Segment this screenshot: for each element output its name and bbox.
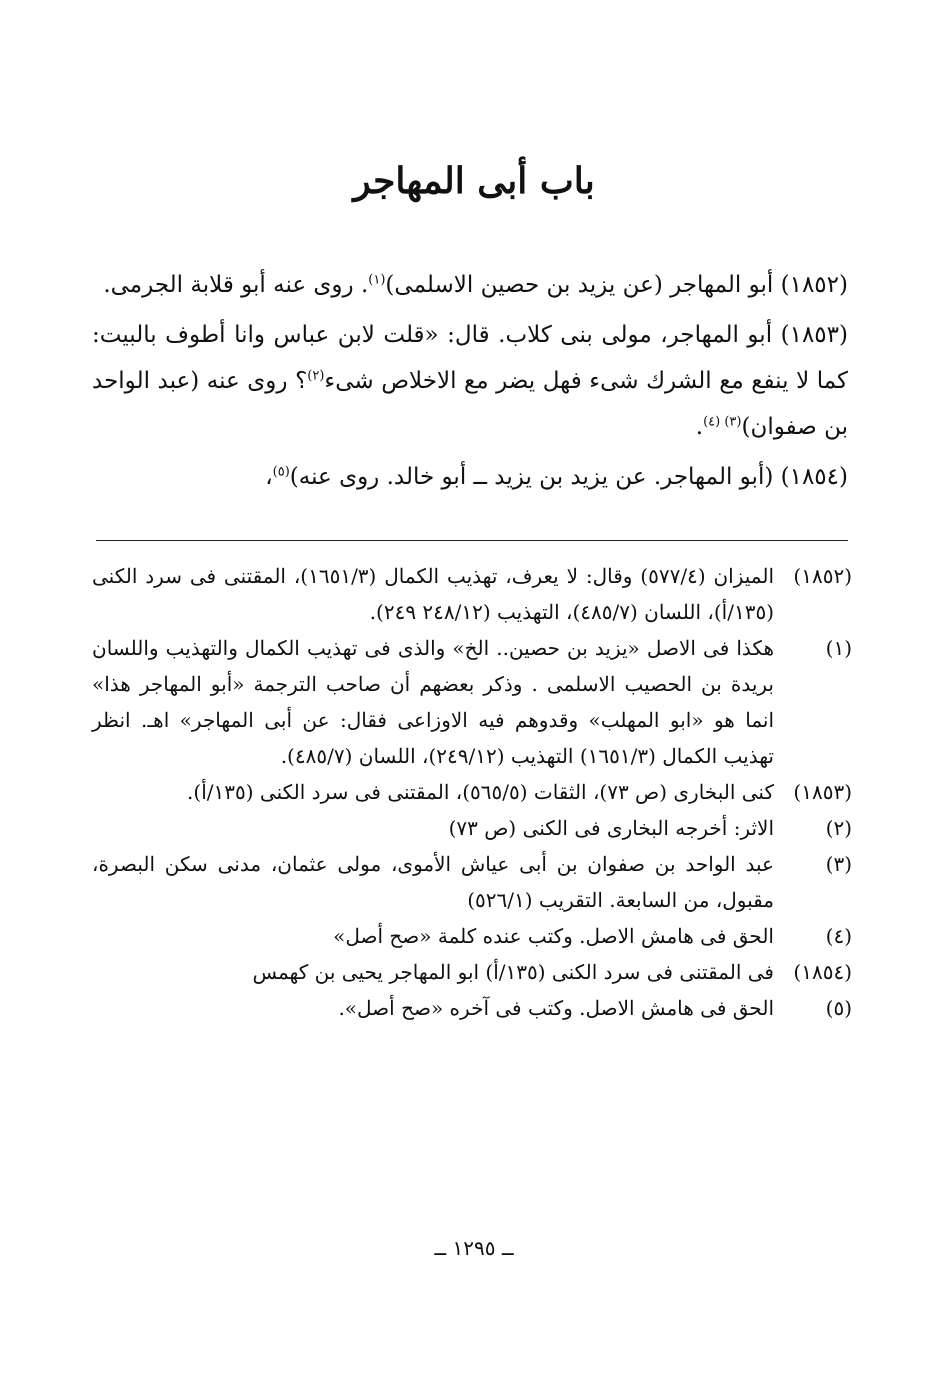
footnote-marker: (١)	[368, 272, 386, 288]
entry-1852	[92, 262, 848, 308]
footnote-ref: (١٨٥٤)	[793, 960, 852, 984]
entry-text: ،	[265, 464, 273, 490]
chapter-title: باب أبى المهاجر	[353, 160, 595, 202]
entry-1854	[92, 454, 848, 500]
entry-text: .	[695, 414, 704, 440]
page-number: ــ ١٢٩٥ ــ	[434, 1236, 514, 1260]
entry-text: (١٨٥٢) أبو المهاجر (عن يزيد بن حصين الاسلمى)	[385, 272, 848, 298]
footnote-text: الحق فى هامش الاصل. وكتب فى آخره «صح أصل».	[338, 996, 774, 1020]
entry-1853	[92, 312, 848, 450]
footnote-marker: (٢)	[307, 368, 325, 384]
footnote-text: الاثر: أخرجه البخارى فى الكنى (ص ٧٣)	[448, 816, 774, 840]
footnote	[92, 630, 852, 774]
footnote-text: الحق فى هامش الاصل. وكتب عنده كلمة «صح أصل»	[333, 924, 774, 948]
entry-text: (١٨٥٣) أبو المهاجر، مولى بنى كلاب. قال: «قلت لابن عباس وانا أطوف بالبيت: كما لا ينفع مع الشرك شىء فهل يضر مع الاخلاص شىء	[92, 322, 848, 394]
footnote-text: هكذا فى الاصل «يزيد بن حصين.. الخ» والذى فى تهذيب الكمال والتهذيب واللسان بريدة بن الحصيب الاسلمى . وذكر بعضهم أن صاحب الترجمة «أبو المهاجر هذا» انما هو «ابو المهلب» وقدوهم فيه الاوزاعى فقال: عن أبى المهاجر» اهـ. انظر تهذيب الكمال (١٦٥١/٣) التهذيب (٢٤٩/١٢)، اللسان (٤٨٥/٧).	[92, 636, 774, 768]
footnote	[92, 774, 852, 810]
footnote-marker: (٣) (٤)	[703, 414, 742, 430]
footnote-ref: (٢)	[825, 816, 852, 840]
footnote	[92, 810, 852, 846]
footnote	[92, 954, 852, 990]
footnote-ref: (١)	[825, 636, 852, 660]
footnote-divider	[96, 540, 848, 541]
footnote-ref: (٥)	[825, 996, 852, 1020]
footnotes	[92, 558, 852, 1026]
footnote-ref: (١٨٥٢)	[793, 564, 852, 588]
footnote-text: الميزان (٥٧٧/٤) وقال: لا يعرف، تهذيب الكمال (١٦٥١/٣)، المقتنى فى سرد الكنى (١٣٥/أ)، اللسان (٤٨٥/٧)، التهذيب (٢٤٨/١٢ ٢٤٩).	[92, 564, 774, 624]
footnote	[92, 846, 852, 918]
entry-text: ؟ روى عنه (عبد الواحد بن صفوان)	[92, 368, 848, 440]
footnote-text: عبد الواحد بن صفوان بن أبى عياش الأموى، مولى عثمان، مدنى سكن البصرة، مقبول، من السابعة. التقريب (٥٢٦/١)	[92, 852, 774, 912]
entry-text: (١٨٥٤) (أبو المهاجر. عن يزيد بن يزيد ــ أبو خالد. روى عنه)	[289, 464, 848, 490]
footnote-text: فى المقتنى فى سرد الكنى (١٣٥/أ) ابو المهاجر يحيى بن كهمس	[252, 960, 774, 984]
main-text	[92, 262, 848, 504]
footnote-ref: (٣)	[825, 852, 852, 876]
entry-text: . روى عنه أبو قلابة الجرمى.	[103, 272, 369, 298]
footnote-ref: (٤)	[825, 924, 852, 948]
footnote-ref: (١٨٥٣)	[793, 780, 852, 804]
footnote	[92, 918, 852, 954]
footnote	[92, 558, 852, 630]
footnote-marker: (٥)	[272, 464, 290, 480]
footnote-text: كنى البخارى (ص ٧٣)، الثقات (٥٦٥/٥)، المقتنى فى سرد الكنى (١٣٥/أ).	[187, 780, 774, 804]
footnote	[92, 990, 852, 1026]
